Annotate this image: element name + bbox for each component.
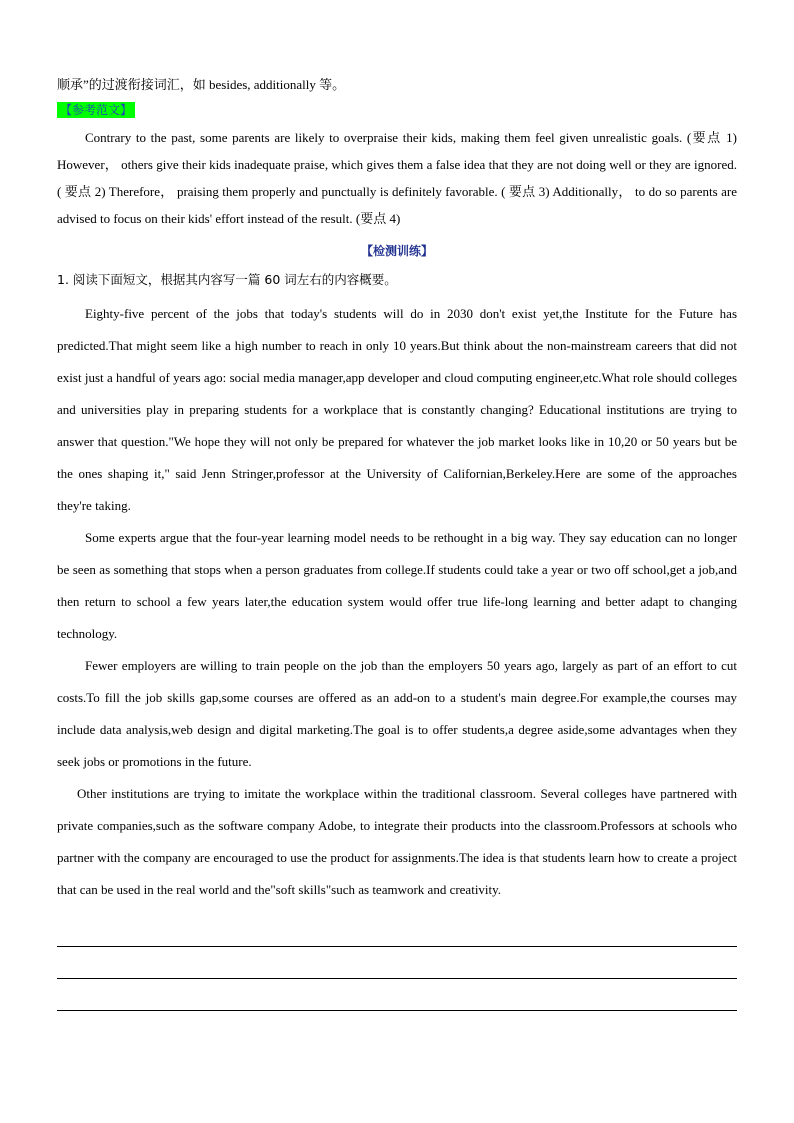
task-instruction: 1. 阅读下面短文，根据其内容写一篇 60 词左右的内容概要。	[57, 272, 397, 287]
answer-line[interactable]	[57, 979, 737, 1011]
passage-paragraph: Fewer employers are willing to train people on the job than the employers 50 years ago, largely as part of an effort to cut costs.To fill the job skills gap,some courses are offered as an add-on to a student's main degree.For example,the courses may include data analysis,web design and digital marketing.The goal is to offer students,a degree aside,some advantages when they seek jobs or promotions in the future.	[57, 658, 737, 769]
section-title: 【检测训练】	[360, 244, 433, 258]
answer-lines	[57, 930, 737, 1011]
passage-paragraph: Some experts argue that the four-year learning model needs to be rethought in a big way. They say education can no longer be seen as something that stops when a person graduates from college.If students could take a year or two off school,get a job,and then return to school a few years later,the education system would offer true life-long learning and better adapt to changing technology.	[57, 530, 737, 641]
document-page	[57, 72, 737, 1011]
reference-tag: 【参考范文】	[57, 102, 135, 118]
passage-paragraph: Other institutions are trying to imitate the workplace within the traditional classroom. Several colleges have partnered with private companies,such as the software company Adobe, to integrate their products into the classroom.Professors at schools who partner with the company are encouraged to use the product for assignments.The idea is that students learn how to create a project that can be used in the real world and the"soft skills"such as teamwork and creativity.	[57, 786, 737, 897]
intro-text: 顺承”的过渡衔接词汇，如 besides, additionally 等。	[57, 77, 346, 92]
passage-paragraph: Eighty-five percent of the jobs that today's students will do in 2030 don't exist yet,the Institute for the Future has predicted.That might seem like a high number to reach in only 10 years.But think about the non-mainstream careers that did not exist just a handful of years ago: social media manager,app developer and cloud computing engineer,etc.What role should colleges and universities play in preparing students for a workplace that is constantly changing? Educational institutions are trying to answer that question."We hope they will not only be prepared for whatever the job market looks like in 10,20 or 50 years but be the ones shaping it," said Jenn Stringer,professor at the University of Californian,Berkeley.Here are some of the approaches they're taking.	[57, 306, 737, 513]
answer-line[interactable]	[57, 947, 737, 979]
sample-essay: Contrary to the past, some parents are likely to overpraise their kids, making them feel given unrealistic goals. (要点 1) However， others give their kids inadequate praise, which gives them a false idea that they are not doing well or they are ignored. ( 要点 2) Therefore， praising them properly and punctually is definitely favorable. ( 要点 3) Additionally， to do so parents are advised to focus on their kids' effort instead of the result. (要点 4)	[57, 130, 737, 226]
answer-line[interactable]	[57, 930, 737, 947]
